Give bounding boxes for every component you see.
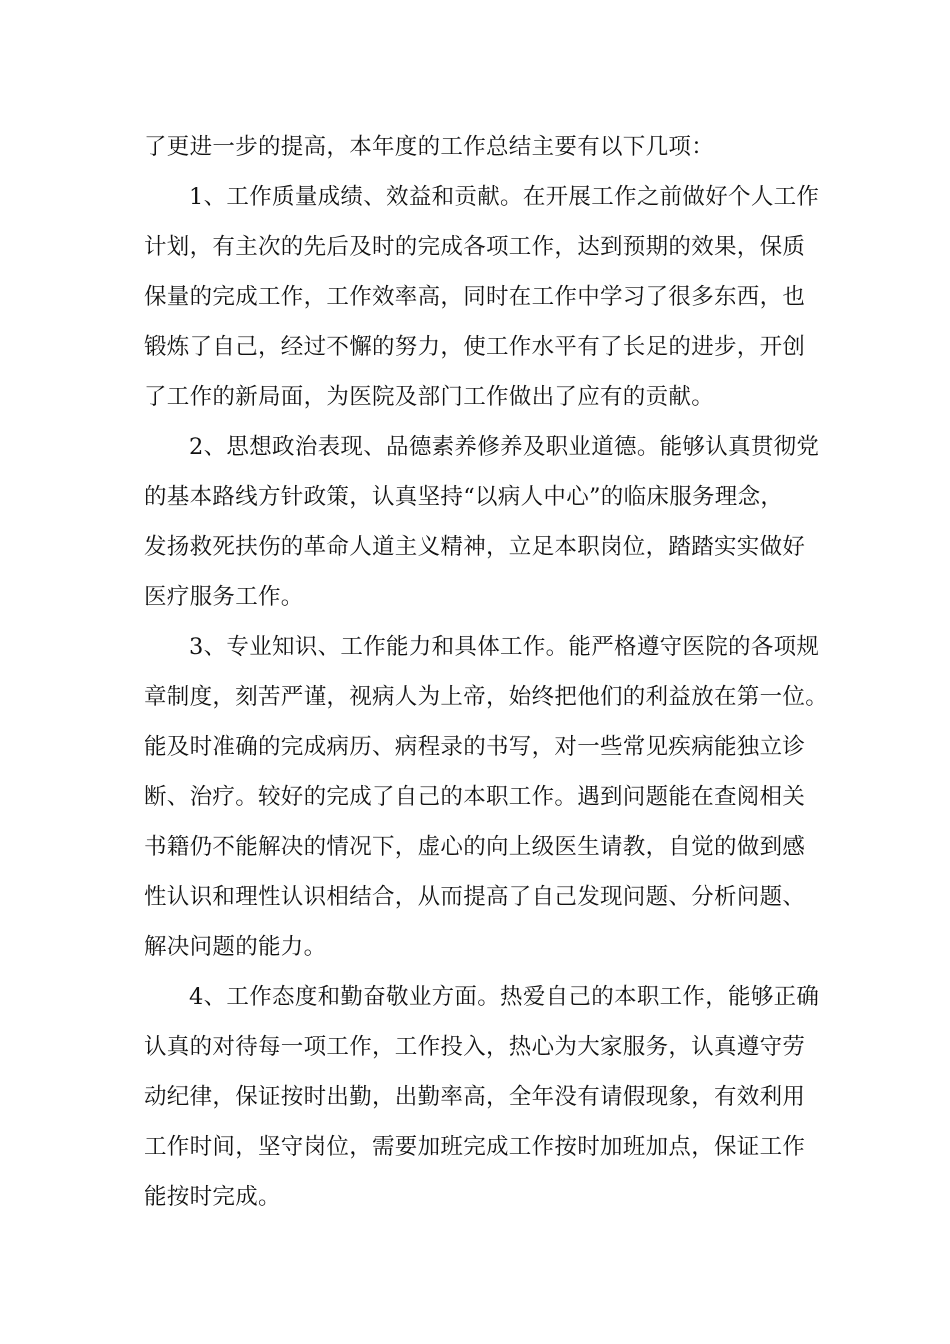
document-body (144, 122, 829, 1222)
text-line: 了更进一步的提高，本年度的工作总结主要有以下几项： (144, 134, 715, 160)
paragraph-4-first-line: 4、工作态度和勤奋敬业方面。热爱自己的本职工作，能够正确 (189, 984, 820, 1010)
text-line: 动纪律，保证按时出勤，出勤率高，全年没有请假现象，有效利用 (144, 1084, 806, 1110)
text-line: 了工作的新局面，为医院及部门工作做出了应有的贡献。 (144, 384, 715, 410)
text-line: 能按时完成。 (144, 1184, 281, 1210)
text-line: 性认识和理性认识相结合，从而提高了自己发现问题、分析问题、 (144, 884, 806, 910)
text-line: 认真的对待每一项工作，工作投入，热心为大家服务，认真遵守劳 (144, 1034, 806, 1060)
text-line: 解决问题的能力。 (144, 934, 327, 960)
text-line: 书籍仍不能解决的情况下，虚心的向上级医生请教，自觉的做到感 (144, 834, 806, 860)
text-line: 发扬救死扶伤的革命人道主义精神，立足本职岗位，踏踏实实做好 (144, 534, 806, 560)
text-line: 医疗服务工作。 (144, 584, 304, 610)
paragraph-3-first-line: 3、专业知识、工作能力和具体工作。能严格遵守医院的各项规 (189, 634, 820, 660)
text-line: 章制度，刻苦严谨，视病人为上帝，始终把他们的利益放在第一位。 (144, 684, 829, 710)
text-line: 断、治疗。较好的完成了自己的本职工作。遇到问题能在查阅相关 (144, 784, 806, 810)
paragraph-1-first-line: 1、工作质量成绩、效益和贡献。在开展工作之前做好个人工作 (189, 184, 820, 210)
text-line: 能及时准确的完成病历、病程录的书写，对一些常见疾病能独立诊 (144, 734, 806, 760)
paragraph-2-first-line: 2、思想政治表现、品德素养修养及职业道德。能够认真贯彻党 (189, 434, 820, 460)
text-line: 计划，有主次的先后及时的完成各项工作，达到预期的效果，保质 (144, 234, 806, 260)
text-line: 的基本路线方针政策，认真坚持“以病人中心”的临床服务理念， (144, 484, 784, 510)
text-line: 工作时间，坚守岗位，需要加班完成工作按时加班加点，保证工作 (144, 1134, 806, 1160)
text-line: 保量的完成工作，工作效率高，同时在工作中学习了很多东西，也 (144, 284, 806, 310)
text-line: 锻炼了自己，经过不懈的努力，使工作水平有了长足的进步，开创 (144, 334, 806, 360)
